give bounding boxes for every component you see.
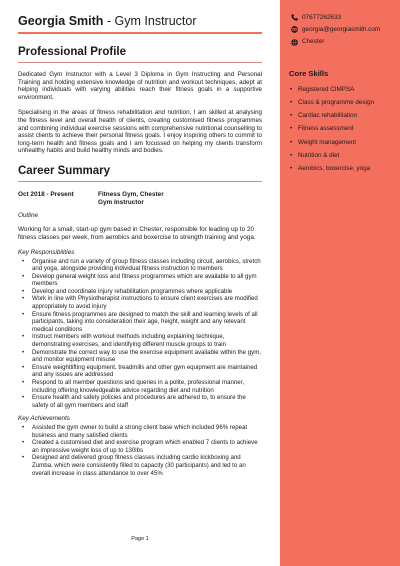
skills-heading: Core Skills [289, 68, 329, 78]
list-item: • Instruct members with workout methods including explaining technique, demonstrating exercises, and identifying different muscle groups to train [18, 333, 262, 348]
job-org [98, 191, 164, 206]
job-header [18, 191, 268, 206]
skill-item: • Nutrition & diet [289, 152, 394, 160]
contact-phone[interactable] [289, 14, 394, 21]
profile-paragraph: Specialising in the areas of fitness rehabilitation and nutrition, I am skilled at analysing the fitness level and overall health of clients, creating customised fitness programmes and combining individual exercise sessions with comprehensive nutritional counselling to assist clients to achieve their personal fitness goals. I enjoy inspiring others to commit to long-term health and fitness goals and I am focussed on helping my clients transform unhealthy habits and build healthy minds and bodies. [18, 109, 262, 155]
list-item: • Organise and run a variety of group fitness classes including circuit, aerobics, stretch and yoga, alongside providing individual fitness instruction to members [18, 258, 262, 273]
candidate-role: Gym Instructor [114, 14, 197, 28]
list-item: • Assisted the gym owner to build a strong client base which included 96% repeat business and many satisfied clients [18, 424, 262, 439]
candidate-name: Georgia Smith [18, 14, 104, 28]
skill-item: • Weight management [289, 139, 394, 147]
skill-item: • Registered CIMPSA [289, 86, 394, 94]
job-dates: Oct 2018 - Present [18, 190, 74, 198]
skill-item: • Fitness assessment [289, 125, 394, 133]
skill-item: • Cardiac rehabilitation [289, 112, 394, 120]
responsibilities-label: Key Responsibilities [18, 248, 75, 256]
outline-label: Outline [18, 212, 38, 220]
outline-text: Working for a small, start-up gym based in Chester, responsible for leading up to 20 fitness classes per week, from aerobics and boxercise to strength training and yoga. [18, 225, 256, 242]
career-rule [18, 181, 262, 182]
resume-header [18, 14, 268, 29]
globe-icon [289, 39, 299, 46]
list-item: • Created a customised diet and exercise program which enabled 7 clients to achieve an impressive weight loss of up to 130lbs [18, 439, 262, 454]
job-title: Gym Instructor [98, 198, 144, 206]
profile-heading: Professional Profile [18, 46, 127, 58]
header-accent-rule [18, 32, 262, 34]
skills-list [289, 86, 394, 173]
job-employer: Fitness Gym, Chester [98, 190, 164, 198]
resume-sidebar [280, 0, 400, 566]
career-heading: Career Summary [18, 164, 111, 177]
contact-email[interactable] [289, 26, 394, 33]
page-number: Page 1 [131, 536, 149, 542]
list-item: • Designed and delivered group fitness classes including cardio kickboxing and Zumba, which were consistently filled to capacity (30 participants) and led to an overall increase in class attendance to over 45% [18, 454, 262, 477]
responsibilities-list [18, 258, 262, 410]
list-item: • Develop and coordinate injury rehabilitation programmes where applicable [18, 288, 262, 296]
list-item: • Demonstrate the correct way to use the exercise equipment available within the gym, and monitor equipment misuse [18, 349, 262, 364]
name-role-separator: - [103, 14, 115, 28]
contact-phone-text: 07677262633 [302, 14, 342, 21]
list-item: • Ensure health and safety policies and procedures are adhered to, to ensure the safety of all gym members and staff [18, 394, 262, 409]
phone-icon [289, 14, 299, 21]
contact-location [289, 38, 394, 45]
list-item: • Ensure fitness programmes are designed to match the skill and learning levels of all participants, taking into consideration their age, height, weight and any relevant medical conditions [18, 311, 262, 334]
list-item: • Work in line with Physiotherapist instructions to ensure client exercises are modified appropriately to avoid injury [18, 295, 262, 310]
list-item: • Develop general weight loss and fitness programmes which are available to all gym members [18, 273, 262, 288]
skill-item: • Class & programme design [289, 99, 394, 107]
skill-item: • Aerobics, boxercise, yoga [289, 165, 394, 173]
contact-location-text: Chester [302, 38, 325, 46]
contact-email-text: georgia@georgiasmith.com [302, 26, 381, 34]
profile-paragraph: Dedicated Gym Instructor with a Level 3 Diploma in Gym Instructing and Personal Training and holding extensive knowledge of nutrition and workout techniques, adept at helping individuals with varying abilities reach their fitness goals in a supportive environment. [18, 71, 262, 101]
profile-rule [18, 62, 262, 63]
list-item: • Ensure weightlifting equipment, treadmills and other gym equipment are maintained and any issues are addressed [18, 364, 262, 379]
achievements-label: Key Achievements [18, 415, 70, 423]
achievements-list [18, 424, 262, 477]
list-item: • Respond to all member questions and queries in a polite, professional manner, including offering knowledgeable advice regarding diet and nutrition [18, 379, 262, 394]
envelope-icon [289, 26, 299, 33]
